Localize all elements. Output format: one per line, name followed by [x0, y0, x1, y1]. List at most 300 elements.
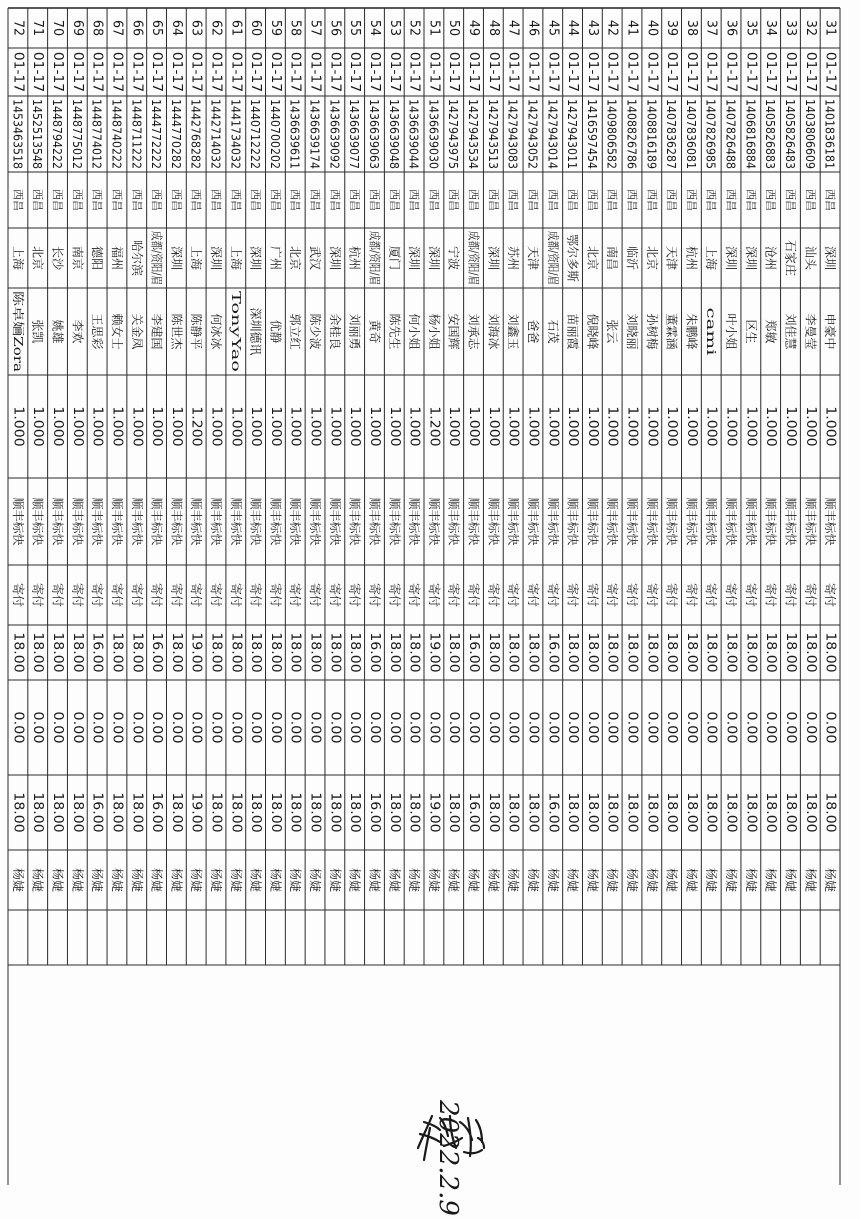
cell-tracking: 1440700202 — [267, 99, 283, 179]
cell-freight: 18.00 — [782, 632, 798, 670]
cell-handler: 杨婕 — [684, 868, 700, 893]
cell-recipient: 申豪中 — [823, 313, 839, 350]
cell-seq: 46 — [525, 19, 541, 37]
cell-recipient: 刘丽勇 — [347, 313, 362, 350]
cell-tracking: 1407826985 — [703, 99, 719, 179]
cell-freight: 18.00 — [386, 632, 402, 670]
cell-tracking: 1442714032 — [208, 99, 224, 179]
cell-product: 顺丰标快 — [823, 497, 839, 546]
cell-recipient: 爸爸 — [525, 319, 540, 344]
cell-tracking: 1427943014 — [545, 99, 561, 179]
cell-date: 01-17 — [604, 51, 620, 90]
cell-product: 顺丰标快 — [545, 497, 561, 546]
cell-freight: 18.00 — [565, 632, 581, 670]
cell-destination: 宁波 — [446, 246, 462, 271]
cell-tracking: 1427943052 — [525, 99, 541, 179]
cell-seq: 57 — [307, 19, 323, 37]
cell-origin: 西昌 — [467, 189, 481, 211]
cell-payment: 寄付 — [149, 583, 165, 608]
cell-seq: 45 — [545, 19, 561, 37]
cell-handler: 杨婕 — [308, 868, 324, 893]
cell-product: 顺丰标快 — [664, 497, 680, 546]
cell-seq: 62 — [208, 19, 224, 37]
cell-payment: 寄付 — [50, 583, 66, 608]
cell-tracking: 1453463518 — [10, 99, 26, 179]
cell-handler: 杨婕 — [803, 868, 819, 893]
cell-total: 18.00 — [723, 792, 739, 830]
cell-product: 顺丰标快 — [70, 497, 86, 546]
cell-date: 01-17 — [267, 51, 283, 90]
cell-freight: 16.00 — [89, 632, 105, 670]
cell-recipient: 赖女士 — [109, 313, 125, 350]
cell-payment: 寄付 — [169, 583, 185, 608]
cell-product: 顺丰标快 — [109, 497, 125, 546]
cell-product: 顺丰标快 — [625, 497, 640, 546]
cell-origin: 西昌 — [348, 189, 362, 211]
cell-destination: 成都/资阳/眉 — [466, 231, 481, 300]
cell-destination: 汕头 — [803, 246, 819, 271]
cell-freight: 18.00 — [228, 632, 244, 670]
cell-tracking: 1444770282 — [168, 99, 184, 179]
cell-freight: 18.00 — [485, 632, 501, 670]
cell-product: 顺丰标快 — [50, 497, 66, 546]
cell-recipient: 姚雄 — [50, 319, 66, 344]
cell-total: 18.00 — [69, 792, 85, 830]
cell-tracking: 1408826786 — [624, 99, 640, 179]
cell-product: 顺丰标快 — [268, 497, 284, 546]
cell-tracking: 1408816189 — [644, 99, 660, 179]
cell-date: 01-17 — [188, 51, 204, 90]
cell-weight: 1.000 — [683, 406, 699, 444]
cell-handler: 杨婕 — [486, 868, 502, 893]
cell-product: 顺丰标快 — [308, 497, 324, 546]
cell-seq: 37 — [703, 19, 719, 37]
cell-destination: 南京 — [70, 246, 86, 271]
cell-recipient: 安国辉 — [446, 313, 462, 350]
cell-tracking: 1448794222 — [50, 99, 66, 179]
cell-tracking: 1427943513 — [485, 98, 501, 179]
cell-surcharge: 0.00 — [109, 711, 125, 741]
cell-weight: 1.000 — [763, 406, 779, 444]
cell-recipient: 叶小姐 — [724, 313, 740, 350]
cell-destination: 厦门 — [387, 246, 403, 271]
cell-surcharge: 0.00 — [248, 711, 264, 741]
cell-freight: 18.00 — [168, 632, 184, 670]
cell-handler: 杨婕 — [565, 868, 581, 893]
cell-date: 01-17 — [69, 51, 85, 90]
cell-destination: 杭州 — [347, 246, 363, 271]
cell-seq: 48 — [485, 19, 501, 37]
cell-total: 19.00 — [188, 792, 204, 830]
cell-recipient: 陈世杰 — [169, 313, 185, 350]
cell-payment: 寄付 — [525, 583, 541, 608]
cell-payment: 寄付 — [308, 583, 324, 608]
cell-destination: 深圳 — [743, 246, 758, 271]
cell-total: 18.00 — [307, 792, 323, 830]
cell-payment: 寄付 — [724, 583, 740, 608]
cell-seq: 67 — [109, 19, 125, 37]
cell-destination: 上海 — [189, 246, 205, 271]
cell-recipient: 杨小姐 — [426, 313, 442, 350]
cell-total: 18.00 — [347, 792, 363, 830]
cell-destination: 深圳 — [327, 246, 342, 271]
cell-total: 18.00 — [129, 792, 145, 830]
cell-handler: 杨婕 — [70, 868, 86, 893]
cell-weight: 1.000 — [664, 406, 680, 444]
cell-surcharge: 0.00 — [565, 711, 581, 741]
cell-product: 顺丰标快 — [149, 497, 165, 546]
cell-total: 18.00 — [802, 792, 818, 830]
cell-freight: 19.00 — [426, 632, 442, 670]
cell-destination: 天津 — [525, 246, 541, 271]
cell-product: 顺丰标快 — [407, 497, 423, 546]
cell-origin: 西昌 — [70, 189, 84, 211]
cell-seq: 54 — [366, 19, 382, 37]
cell-tracking: 1448711222 — [129, 99, 145, 179]
cell-freight: 16.00 — [366, 632, 382, 670]
cell-date: 01-17 — [129, 51, 145, 90]
cell-weight: 1.000 — [30, 406, 46, 444]
cell-origin: 西昌 — [783, 189, 797, 211]
cell-total: 18.00 — [485, 792, 501, 830]
cell-seq: 35 — [743, 19, 759, 37]
cell-surcharge: 0.00 — [466, 711, 482, 741]
cell-product: 顺丰标快 — [30, 497, 46, 546]
cell-recipient: 孙树梅 — [644, 313, 660, 350]
cell-surcharge: 0.00 — [743, 711, 759, 741]
cell-total: 16.00 — [545, 792, 561, 830]
cell-handler: 杨婕 — [367, 868, 383, 893]
cell-tracking: 1436639611 — [287, 99, 303, 179]
cell-destination: 上海 — [228, 246, 244, 271]
cell-date: 01-17 — [743, 51, 759, 90]
cell-origin: 西昌 — [486, 188, 500, 211]
cell-date: 01-17 — [446, 51, 462, 90]
cell-handler: 杨婕 — [783, 868, 799, 893]
cell-weight: 1.000 — [624, 406, 640, 444]
cell-seq: 38 — [683, 19, 699, 37]
cell-tracking: 1436639063 — [366, 99, 382, 179]
cell-weight: 1.000 — [485, 406, 501, 444]
cell-payment: 寄付 — [763, 583, 779, 608]
cell-product: 顺丰标快 — [565, 497, 581, 546]
cell-surcharge: 0.00 — [10, 711, 26, 741]
cell-product: 顺丰标快 — [189, 497, 205, 546]
cell-freight: 18.00 — [644, 632, 660, 670]
cell-handler: 杨婕 — [644, 868, 660, 893]
cell-payment: 寄付 — [209, 583, 224, 608]
cell-recipient: 董霖涵 — [664, 313, 680, 350]
cell-destination: 哈尔滨 — [129, 240, 145, 277]
cell-seq: 39 — [664, 19, 680, 37]
cell-product: 顺丰标快 — [387, 497, 403, 546]
cell-weight: 1.000 — [703, 406, 719, 444]
cell-origin: 西昌 — [229, 189, 243, 212]
cell-total: 18.00 — [604, 792, 620, 830]
cell-destination: 长沙 — [50, 246, 66, 271]
cell-seq: 50 — [446, 19, 462, 37]
cell-date: 01-17 — [664, 51, 680, 90]
cell-seq: 52 — [406, 19, 422, 37]
cell-total: 18.00 — [782, 792, 798, 830]
cell-date: 01-17 — [307, 51, 323, 90]
cell-product: 顺丰标快 — [327, 497, 343, 546]
cell-total: 18.00 — [50, 792, 66, 830]
cell-recipient: 刘鑫玉 — [506, 313, 521, 350]
cell-surcharge: 0.00 — [149, 711, 165, 741]
cell-recipient: 张云 — [605, 319, 620, 344]
cell-surcharge: 0.00 — [69, 711, 85, 741]
cell-seq: 40 — [644, 19, 660, 37]
cell-seq: 65 — [149, 19, 165, 37]
cell-origin: 西昌 — [51, 189, 65, 211]
cell-date: 01-17 — [30, 51, 46, 90]
cell-product: 顺丰标快 — [209, 497, 224, 546]
cell-freight: 18.00 — [10, 632, 26, 670]
cell-weight: 1.000 — [782, 406, 798, 444]
cell-weight: 1.000 — [10, 406, 26, 444]
cell-payment: 寄付 — [367, 583, 383, 608]
cell-origin: 西昌 — [625, 189, 639, 211]
cell-total: 18.00 — [584, 792, 600, 830]
cell-total: 18.00 — [386, 792, 402, 830]
cell-date: 01-17 — [485, 51, 501, 90]
cell-freight: 16.00 — [545, 632, 561, 670]
cell-handler: 杨婕 — [545, 868, 561, 893]
cell-handler: 杨婕 — [664, 868, 680, 893]
cell-surcharge: 0.00 — [446, 711, 462, 741]
cell-destination: 天津 — [664, 246, 680, 271]
cell-product: 顺丰标快 — [704, 497, 720, 546]
cell-handler: 杨婕 — [585, 868, 601, 893]
cell-total: 18.00 — [644, 792, 660, 830]
cell-surcharge: 0.00 — [604, 711, 620, 741]
cell-weight: 1.000 — [149, 406, 165, 444]
cell-recipient: 李建国 — [149, 313, 165, 350]
cell-date: 01-17 — [50, 51, 66, 90]
cell-product: 顺丰标快 — [90, 497, 106, 546]
cell-total: 18.00 — [525, 792, 541, 830]
cell-origin: 西昌 — [427, 189, 441, 211]
cell-payment: 寄付 — [10, 583, 26, 608]
cell-origin: 西昌 — [526, 189, 540, 211]
cell-surcharge: 0.00 — [763, 711, 779, 741]
cell-tracking: 1436639044 — [406, 99, 422, 179]
cell-handler: 杨婕 — [407, 868, 423, 893]
cell-surcharge: 0.00 — [664, 711, 680, 741]
cell-weight: 1.000 — [69, 406, 85, 444]
cell-origin: 西昌 — [546, 189, 560, 211]
cell-weight: 1.000 — [208, 406, 224, 444]
cell-date: 01-17 — [406, 51, 422, 90]
cell-handler: 杨婕 — [426, 868, 442, 893]
cell-tracking: 1436639077 — [347, 99, 363, 179]
cell-tracking: 1409806582 — [604, 99, 620, 179]
cell-origin: 西昌 — [724, 189, 738, 211]
cell-handler: 杨婕 — [228, 868, 244, 893]
cell-tracking: 1427943534 — [466, 99, 482, 179]
cell-total: 18.00 — [743, 792, 759, 830]
cell-origin: 西昌 — [803, 189, 817, 211]
cell-handler: 杨婕 — [525, 868, 541, 893]
cell-origin: 西昌 — [823, 189, 837, 211]
cell-recipient: 苗丽霞 — [565, 313, 580, 350]
cell-recipient: cami — [704, 307, 719, 337]
cell-payment: 寄付 — [466, 583, 482, 608]
cell-date: 01-17 — [644, 51, 660, 90]
cell-freight: 18.00 — [248, 632, 264, 670]
cell-surcharge: 0.00 — [208, 711, 224, 741]
cell-origin: 西昌 — [150, 189, 164, 211]
cell-date: 01-17 — [723, 51, 739, 90]
cell-tracking: 1427943011 — [565, 99, 581, 179]
cell-weight: 1.000 — [89, 406, 105, 444]
cell-handler: 杨婕 — [268, 868, 284, 893]
cell-tracking: 1401836181 — [822, 99, 838, 179]
cell-seq: 59 — [267, 19, 283, 37]
cell-recipient: 李曼莹 — [803, 313, 819, 350]
cell-destination: 北京 — [644, 246, 660, 271]
cell-weight: 1.000 — [267, 406, 283, 444]
cell-total: 18.00 — [10, 792, 26, 830]
cell-weight: 1.000 — [446, 406, 462, 444]
cell-freight: 18.00 — [743, 632, 759, 670]
cell-origin: 西昌 — [704, 189, 718, 211]
cell-tracking: 1407826488 — [723, 99, 739, 179]
cell-tracking: 1407836081 — [683, 99, 699, 179]
cell-handler: 杨婕 — [288, 868, 304, 893]
cell-freight: 18.00 — [327, 632, 343, 670]
cell-handler: 杨婕 — [189, 868, 205, 893]
cell-payment: 寄付 — [625, 583, 640, 608]
cell-seq: 58 — [287, 19, 303, 37]
cell-handler: 杨婕 — [169, 868, 185, 893]
cell-seq: 61 — [228, 19, 244, 37]
cell-date: 01-17 — [366, 51, 382, 90]
cell-seq: 34 — [763, 19, 779, 37]
cell-weight: 1.000 — [129, 406, 145, 444]
signature-date: 2022.2.9 — [433, 1100, 463, 1216]
cell-surcharge: 0.00 — [347, 711, 363, 741]
cell-recipient: 张凯 — [30, 319, 46, 344]
cell-freight: 16.00 — [466, 632, 482, 670]
cell-destination: 广州 — [268, 246, 284, 271]
cell-seq: 53 — [386, 19, 402, 37]
cell-weight: 1.000 — [545, 406, 561, 444]
cell-date: 01-17 — [208, 51, 224, 90]
cell-total: 16.00 — [149, 792, 165, 830]
cell-freight: 18.00 — [406, 632, 422, 670]
cell-handler: 杨婕 — [347, 868, 363, 893]
cell-date: 01-17 — [505, 51, 521, 90]
cell-destination: 深圳 — [407, 246, 422, 271]
cell-tracking: 1436639048 — [386, 99, 402, 179]
cell-freight: 18.00 — [584, 632, 600, 670]
cell-payment: 寄付 — [684, 583, 700, 608]
cell-freight: 18.00 — [287, 632, 303, 670]
cell-total: 16.00 — [466, 792, 482, 830]
cell-freight: 18.00 — [802, 632, 818, 670]
cell-surcharge: 0.00 — [525, 711, 541, 741]
cell-weight: 1.000 — [109, 406, 125, 444]
cell-handler: 杨婕 — [704, 868, 720, 893]
cell-destination: 深圳 — [426, 246, 441, 271]
cell-date: 01-17 — [149, 51, 165, 90]
cell-recipient: 李欢 — [70, 319, 86, 344]
cell-date: 01-17 — [228, 51, 244, 90]
cell-surcharge: 0.00 — [188, 711, 204, 741]
cell-origin: 西昌 — [130, 189, 144, 211]
cell-seq: 68 — [89, 19, 105, 37]
cell-date: 01-17 — [565, 51, 581, 90]
cell-handler: 杨婕 — [466, 868, 482, 893]
cell-payment: 寄付 — [426, 583, 442, 608]
cell-weight: 1.000 — [168, 406, 184, 444]
cell-origin: 西昌 — [684, 189, 698, 211]
cell-handler: 杨婕 — [50, 868, 66, 893]
cell-origin: 西昌 — [308, 189, 322, 211]
cell-recipient: 关金凤 — [129, 313, 145, 350]
cell-seq: 41 — [624, 19, 640, 37]
cell-surcharge: 0.00 — [723, 711, 739, 741]
cell-tracking: 1452513548 — [30, 99, 46, 179]
cell-origin: 西昌 — [566, 189, 580, 211]
cell-destination: 成都/资阳/眉 — [149, 231, 164, 300]
cell-freight: 18.00 — [624, 632, 640, 670]
cell-total: 16.00 — [89, 792, 105, 830]
cell-origin: 西昌 — [169, 189, 183, 211]
cell-surcharge: 0.00 — [703, 711, 719, 741]
cell-freight: 18.00 — [30, 632, 46, 670]
cell-surcharge: 0.00 — [129, 711, 145, 741]
cell-seq: 55 — [347, 19, 363, 37]
cell-freight: 19.00 — [188, 632, 204, 670]
cell-tracking: 1448774012 — [89, 99, 105, 179]
cell-origin: 西昌 — [605, 189, 619, 211]
cell-recipient: 朱鹏峰 — [684, 313, 700, 350]
cell-weight: 1.000 — [327, 406, 343, 444]
cell-origin: 西昌 — [268, 189, 282, 211]
cell-destination: 北京 — [30, 246, 46, 271]
cell-payment: 寄付 — [783, 583, 799, 608]
cell-weight: 1.000 — [505, 406, 521, 444]
cell-handler: 杨婕 — [209, 868, 224, 893]
cell-seq: 44 — [565, 19, 581, 37]
cell-handler: 杨婕 — [10, 868, 26, 893]
cell-origin: 西昌 — [189, 189, 203, 211]
cell-destination: 临沂 — [625, 246, 640, 271]
cell-weight: 1.000 — [406, 406, 422, 444]
cell-weight: 1.000 — [287, 406, 303, 444]
cell-origin: 西昌 — [11, 189, 25, 211]
cell-surcharge: 0.00 — [307, 711, 323, 741]
cell-tracking: 1405826483 — [782, 99, 798, 179]
cell-destination: 北京 — [585, 246, 601, 271]
cell-weight: 1.000 — [604, 406, 620, 444]
cell-recipient: 郑敏 — [763, 319, 779, 344]
cell-total: 18.00 — [664, 792, 680, 830]
cell-date: 01-17 — [525, 51, 541, 90]
cell-surcharge: 0.00 — [822, 711, 838, 741]
cell-surcharge: 0.00 — [644, 711, 660, 741]
cell-origin: 西昌 — [288, 189, 302, 211]
handwritten-signature — [410, 1108, 490, 1166]
cell-freight: 18.00 — [69, 632, 85, 670]
cell-weight: 1.000 — [50, 406, 66, 444]
cell-date: 01-17 — [822, 51, 838, 90]
cell-product: 顺丰标快 — [525, 497, 541, 546]
cell-handler: 杨婕 — [446, 868, 462, 893]
